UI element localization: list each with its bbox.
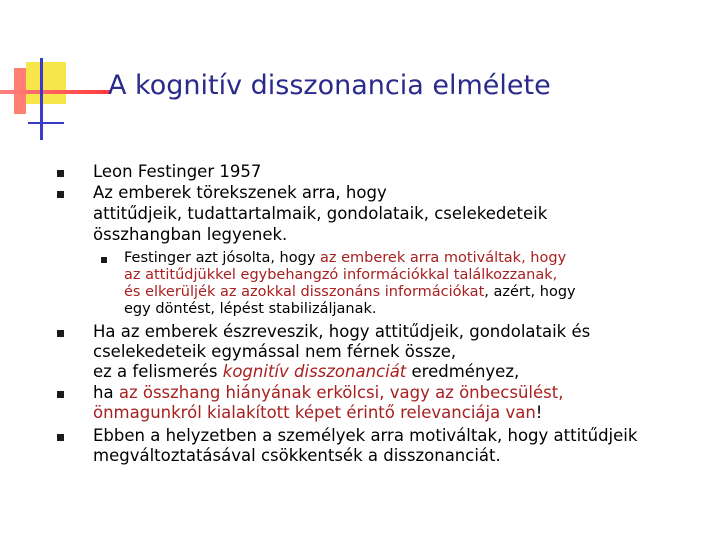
bullet-marker	[57, 170, 64, 177]
bullet-highlight: az összhang hiányának erkölcsi, vagy az önbecsülést,	[118, 383, 564, 402]
bullet-text: megváltoztatásával csökkentsék a disszonanciát.	[93, 446, 501, 465]
bullet-text: Leon Festinger 1957	[93, 162, 262, 181]
sub-bullet-highlight: az emberek arra motiváltak, hogy	[320, 250, 567, 266]
sub-bullet-text: Festinger azt jósolta, hogy	[124, 250, 321, 266]
decor-red-line	[0, 90, 110, 94]
bullet-marker	[57, 191, 64, 198]
bullet-text: Az emberek törekszenek arra, hogy	[93, 183, 387, 202]
bullet-highlight: önmagunkról kialakított képet érintő relevanciája van	[93, 403, 536, 422]
sub-bullet-line	[124, 250, 566, 266]
decor-blue-horizontal-line	[28, 122, 64, 124]
bullet-emphasis: kognitív disszonanciát	[222, 362, 407, 381]
bullet-line	[93, 384, 563, 402]
sub-bullet-text: egy döntést, lépést stabilizáljanak.	[124, 301, 377, 317]
bullet-marker	[57, 391, 64, 398]
bullet-text: ha	[93, 383, 119, 402]
bullet-text: Ebben a helyzetben a személyek arra motiváltak, hogy attitűdjeik	[93, 426, 638, 445]
bullet-text: attitűdjeik, tudattartalmaik, gondolataik, cselekedeteik	[93, 204, 548, 223]
bullet-text: eredményez,	[406, 362, 520, 381]
slide-title: A kognitív disszonancia elmélete	[108, 70, 551, 101]
sub-bullet-line	[124, 284, 576, 300]
bullet-line	[93, 363, 519, 381]
bullet-line	[93, 404, 542, 422]
sub-bullet-text: , azért, hogy	[484, 284, 576, 300]
bullet-text: !	[535, 403, 543, 422]
decor-blue-vertical-line	[40, 58, 43, 140]
sub-bullet-highlight: az attitűdjükkel egybehangzó információkkal találkozzanak,	[124, 267, 558, 283]
bullet-marker	[57, 330, 64, 337]
bullet-text: Ha az emberek észreveszik, hogy attitűdjeik, gondolataik és	[93, 322, 591, 341]
decor-yellow-square	[26, 62, 66, 104]
bullet-text: ez a felismerés	[93, 362, 223, 381]
bullet-text: cselekedeteik egymással nem férnek össze,	[93, 342, 457, 361]
sub-bullet-highlight: és elkerüljék az azokkal disszonáns információkat	[124, 284, 485, 300]
sub-bullet-marker	[101, 257, 107, 263]
bullet-text: összhangban legyenek.	[93, 225, 288, 244]
bullet-marker	[57, 434, 64, 441]
